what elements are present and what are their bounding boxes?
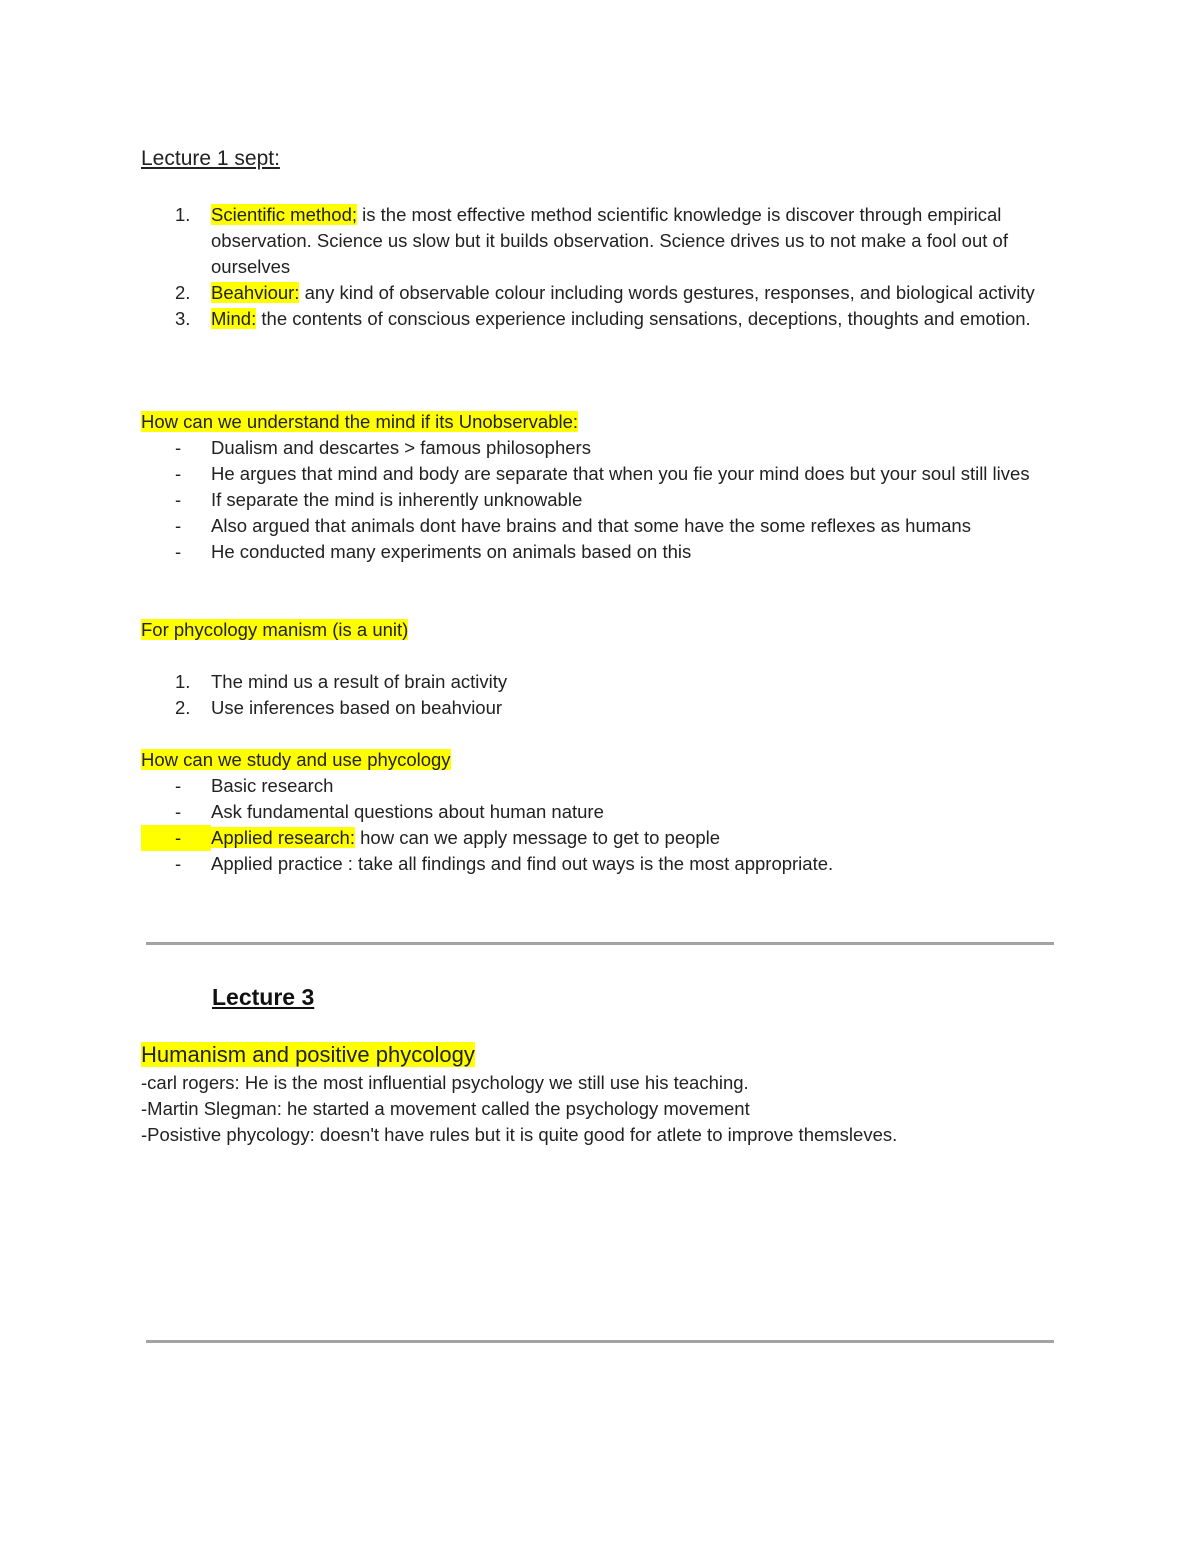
highlighted-dash: -: [141, 825, 211, 851]
list-number: 1.: [175, 204, 191, 225]
term-behaviour: Beahviour:: [211, 282, 300, 303]
term-applied-research: Applied research:: [211, 827, 355, 848]
list-item: 1. The mind us a result of brain activity: [175, 671, 508, 692]
lecture-3-line: -Martin Slegman: he started a movement called the psychology movement: [141, 1098, 750, 1119]
list-item: [141, 306, 1071, 332]
term-scientific-method: Scientific method;: [211, 204, 358, 225]
manism-list: [141, 669, 1071, 721]
lecture-3-line: -Posistive phycology: doesn't have rules but it is quite good for atlete to improve themsleves.: [141, 1124, 898, 1145]
definitions-list: [141, 202, 1071, 332]
list-item: - Ask fundamental questions about human nature: [175, 801, 604, 822]
section-heading-study: How can we study and use phycology: [141, 749, 451, 770]
list-item: - He conducted many experiments on animals based on this: [175, 541, 692, 562]
list-number: 2.: [175, 282, 191, 303]
list-item: [141, 202, 1071, 280]
horizontal-rule: [146, 1340, 1054, 1343]
definition-text: is the most effective method scientific knowledge is discover through empirical observation. Science us slow but it builds observation. Science drives us to not make a fool out of ourselves: [211, 204, 1008, 277]
list-item: - He argues that mind and body are separate that when you fie your mind does but your soul still lives: [175, 463, 1030, 484]
lecture-3-line: -carl rogers: He is the most influential psychology we still use his teaching.: [141, 1072, 749, 1093]
definition-text: the contents of conscious experience including sensations, deceptions, thoughts and emotion.: [256, 308, 1031, 329]
section-heading-unobservable: How can we understand the mind if its Unobservable:: [141, 411, 579, 432]
list-item: 2. Use inferences based on beahviour: [175, 697, 503, 718]
definition-text: any kind of observable colour including words gestures, responses, and biological activity: [299, 282, 1035, 303]
lecture-1-title: Lecture 1 sept:: [141, 147, 280, 170]
list-item: - Applied practice : take all findings and find out ways is the most appropriate.: [175, 853, 834, 874]
list-item: - Applied research: how can we apply message to get to people: [141, 825, 1071, 851]
list-number: 3.: [175, 308, 191, 329]
list-item: - Basic research: [175, 775, 334, 796]
section-heading-humanism: Humanism and positive phycology: [141, 1042, 475, 1067]
section-heading-manism: For phycology manism (is a unit): [141, 619, 409, 640]
study-list: [141, 773, 1071, 877]
unobservable-list: [141, 435, 1071, 565]
list-item: [141, 280, 1071, 306]
list-item: - Dualism and descartes > famous philosophers: [175, 437, 591, 458]
horizontal-rule: [146, 942, 1054, 945]
list-item: - Also argued that animals dont have brains and that some have the some reflexes as humans: [175, 515, 971, 536]
term-mind: Mind:: [211, 308, 257, 329]
lecture-3-title: Lecture 3: [212, 984, 315, 1010]
list-item: - If separate the mind is inherently unknowable: [175, 489, 583, 510]
